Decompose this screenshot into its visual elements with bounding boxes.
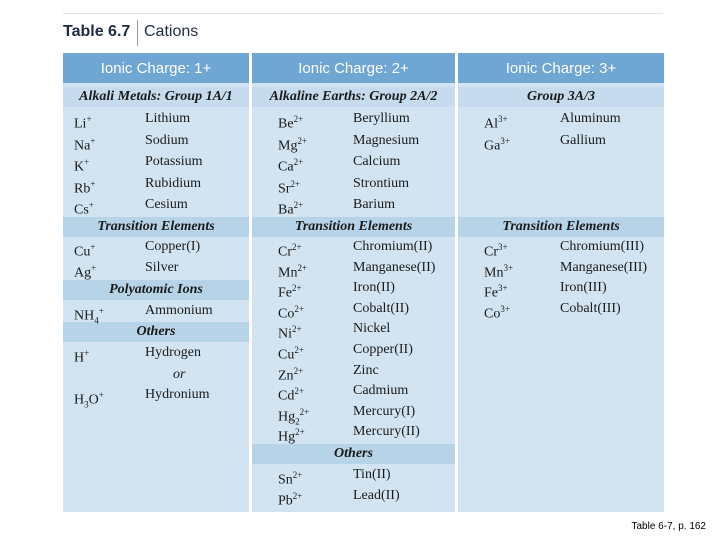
symbol-base: Hg: [278, 430, 296, 446]
ion-symbol: [74, 197, 94, 219]
symbol-base: Fe: [278, 285, 292, 301]
symbol-charge: 2+: [297, 135, 308, 146]
ion-symbol: [278, 321, 302, 343]
symbol-charge: 2+: [292, 470, 303, 480]
ion-symbol: [74, 133, 95, 155]
ion-symbol: [484, 239, 508, 261]
ion-name: Iron(II): [353, 280, 395, 296]
symbol-base: K: [74, 159, 85, 175]
symbol-charge: 2+: [297, 262, 308, 273]
symbol-base: Rb: [74, 181, 91, 197]
ion-name: Cesium: [145, 197, 188, 212]
ion-name: Mercury(I): [353, 403, 416, 419]
ion-symbol: [278, 280, 302, 302]
symbol-base: Ag: [74, 265, 92, 281]
ion-name: Silver: [145, 260, 179, 275]
symbol-charge: 2+: [294, 386, 304, 397]
header-charge-1plus: Ionic Charge: 1+: [63, 53, 249, 83]
symbol-base: Ni: [278, 327, 292, 343]
ion-symbol: [278, 111, 303, 133]
symbol-charge: 2+: [293, 200, 304, 210]
ion-symbol: [74, 154, 89, 176]
symbol-base: Cu: [74, 244, 91, 260]
symbol-base: Ca: [278, 159, 294, 175]
symbol-base: Mn: [484, 265, 504, 281]
header-charge-2plus: Ionic Charge: 2+: [252, 53, 455, 83]
symbol-base: Li: [74, 116, 87, 132]
table-caption: Table 6-7, p. 162: [631, 521, 706, 532]
ion-name: Rubidium: [145, 175, 202, 191]
ion-name: Copper(II): [353, 342, 413, 357]
table-title: Cations: [144, 23, 199, 40]
symbol-base: Cu: [278, 347, 295, 363]
symbol-base: Cd: [278, 388, 295, 404]
symbol-base: Be: [278, 116, 294, 132]
symbol-base: NH: [74, 308, 95, 324]
ion-name: Calcium: [353, 154, 401, 169]
ion-name: Tin(II): [353, 467, 391, 482]
symbol-base: Mn: [278, 265, 298, 281]
symbol-charge: 2+: [294, 303, 304, 314]
ion-name: Copper(I): [145, 239, 201, 254]
symbol-charge: 2+: [295, 427, 305, 438]
symbol-base: Co: [278, 306, 295, 322]
symbol-charge: 2+: [293, 157, 304, 167]
symbol-base: Co: [484, 306, 501, 322]
ion-symbol: [278, 301, 304, 323]
symbol-charge: 2+: [290, 178, 301, 189]
symbol-charge: +: [90, 242, 96, 252]
ion-name: Sodium: [145, 132, 189, 148]
symbol-base: H: [74, 392, 85, 408]
symbol-charge: +: [84, 157, 90, 167]
ion-symbol: [278, 363, 303, 385]
ion-name: Cobalt(II): [353, 300, 409, 316]
symbol-charge: 3+: [500, 135, 510, 146]
ion-symbol: [278, 176, 300, 198]
symbol-charge: 2+: [294, 345, 304, 355]
ion-name: Manganese(III): [560, 259, 648, 275]
ion-name: Ammonium: [145, 303, 213, 318]
ion-symbol: [278, 239, 302, 261]
symbol-base: Cr: [278, 244, 292, 260]
symbol-charge: 3+: [498, 242, 508, 252]
table-number: Table 6.7: [63, 23, 131, 40]
title-divider: [137, 20, 138, 46]
ion-name: Strontium: [353, 175, 410, 191]
ion-symbol: [278, 467, 302, 489]
symbol-charge: 3+: [498, 283, 508, 294]
ion-name: Hydrogen: [145, 345, 201, 360]
group-heading-alkaline-earths: Alkaline Earths: Group 2A/2: [252, 87, 455, 107]
subhead-transition-1plus: Transition Elements: [63, 217, 249, 237]
ion-name: Cobalt(III): [560, 301, 621, 317]
ion-symbol: [484, 280, 508, 302]
ion-symbol: [278, 342, 304, 364]
ion-symbol: [278, 260, 307, 282]
symbol-subscript: 4: [94, 315, 99, 326]
header-charge-3plus: Ionic Charge: 3+: [458, 53, 664, 83]
symbol-charge: +: [90, 135, 96, 146]
symbol-base: Mg: [278, 138, 298, 154]
ion-symbol: [278, 197, 303, 219]
symbol-charge: 2+: [299, 406, 310, 417]
ion-name: Mercury(II): [353, 424, 420, 440]
symbol-base: Pb: [278, 493, 293, 509]
ion-symbol: [278, 154, 303, 176]
ion-symbol: [484, 260, 513, 282]
symbol-charge: 2+: [292, 242, 302, 252]
symbol-charge: +: [86, 114, 92, 124]
symbol-base: O: [88, 392, 99, 408]
symbol-charge: 2+: [292, 491, 303, 501]
ion-name: Aluminum: [560, 111, 621, 126]
ion-name: Magnesium: [353, 132, 420, 148]
ion-name: Zinc: [353, 362, 379, 378]
ion-symbol: [278, 133, 307, 155]
ion-symbol: [74, 176, 95, 198]
symbol-base: Ga: [484, 138, 501, 154]
ion-name: Iron(III): [560, 280, 607, 296]
symbol-charge: +: [91, 263, 97, 273]
ion-symbol: [74, 345, 89, 367]
ion-name: Hydronium: [145, 387, 210, 402]
group-heading-group-3a: Group 3A/3: [458, 87, 664, 107]
ion-name: Barium: [353, 197, 395, 212]
ion-name: Potassium: [145, 154, 203, 169]
symbol-base: Na: [74, 138, 91, 154]
symbol-charge: 3+: [503, 262, 514, 273]
symbol-charge: 2+: [292, 324, 302, 335]
symbol-base: Hg: [278, 409, 296, 425]
symbol-base: Sn: [278, 472, 293, 488]
subhead-transition-3plus: Transition Elements: [458, 217, 664, 237]
ion-symbol: [74, 111, 92, 133]
symbol-subscript: 2: [295, 416, 300, 427]
or-label: or: [173, 367, 186, 382]
symbol-charge: 2+: [293, 114, 304, 124]
symbol-base: Cs: [74, 202, 89, 218]
ion-symbol: [74, 387, 104, 412]
symbol-base: Cr: [484, 244, 498, 260]
symbol-subscript: 3: [84, 399, 89, 410]
symbol-charge: 2+: [292, 283, 302, 294]
ion-name: Beryllium: [353, 111, 410, 126]
symbol-base: Fe: [484, 286, 498, 302]
subhead-transition-2plus: Transition Elements: [252, 217, 455, 237]
symbol-base: H: [74, 350, 85, 366]
symbol-base: Al: [484, 116, 498, 132]
ion-symbol: [74, 303, 104, 328]
subhead-others-2plus: Others: [252, 444, 455, 464]
symbol-charge: 3+: [500, 304, 510, 315]
ion-symbol: [74, 260, 96, 282]
table-title-row: [63, 13, 663, 52]
ion-symbol: [484, 301, 510, 323]
cations-table: [63, 53, 664, 512]
subhead-polyatomic: Polyatomic Ions: [63, 280, 249, 300]
ion-name: Chromium(II): [353, 239, 433, 254]
ion-name: Gallium: [560, 132, 606, 148]
symbol-base: Sr: [278, 181, 291, 197]
symbol-base: Zn: [278, 368, 294, 384]
symbol-charge: 3+: [498, 114, 508, 124]
ion-name: Nickel: [353, 321, 391, 337]
ion-symbol: [278, 488, 302, 510]
symbol-charge: +: [84, 348, 90, 358]
ion-name: Lead(II): [353, 488, 400, 503]
ion-symbol: [74, 239, 95, 261]
subhead-others-1plus: Others: [63, 322, 249, 342]
ion-symbol: [484, 133, 510, 155]
ion-symbol: [278, 424, 305, 446]
symbol-charge: 2+: [293, 365, 304, 376]
ion-name: Cadmium: [353, 383, 409, 399]
symbol-charge: +: [88, 200, 94, 210]
group-heading-alkali-metals: Alkali Metals: Group 1A/1: [63, 87, 249, 107]
ion-symbol: [484, 111, 508, 133]
symbol-charge: +: [98, 306, 104, 316]
ion-name: Manganese(II): [353, 259, 436, 275]
symbol-charge: +: [98, 390, 104, 400]
symbol-charge: +: [90, 178, 96, 189]
ion-name: Lithium: [145, 111, 191, 126]
symbol-base: Ba: [278, 202, 294, 218]
ion-symbol: [278, 383, 304, 405]
ion-name: Chromium(III): [560, 239, 644, 254]
